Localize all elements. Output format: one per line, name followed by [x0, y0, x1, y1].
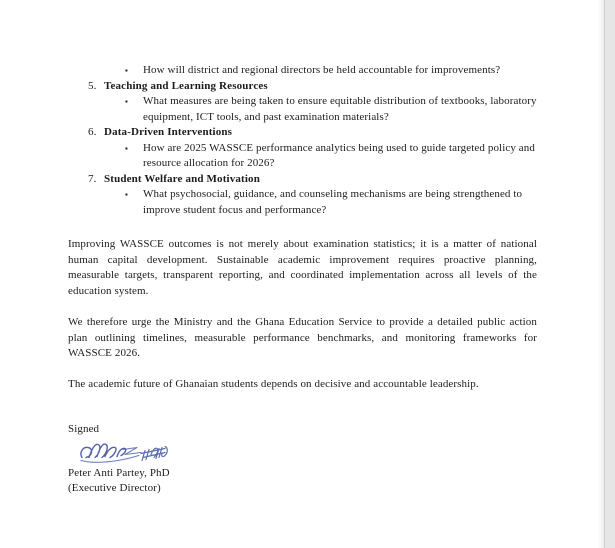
scrollbar-track[interactable]: [604, 0, 615, 548]
list-item-heading: Teaching and Learning Resources: [104, 79, 268, 92]
list-item: [88, 125, 537, 141]
list-subitem-text: What psychosocial, guidance, and counseling mechanisms are being strengthened to improve student focus and performance?: [143, 188, 523, 216]
signatory-name: Peter Anti Partey, PhD: [68, 466, 170, 479]
letter-body: [68, 63, 537, 497]
square-bullet-icon: ▪: [125, 66, 128, 75]
list-item-heading: Student Welfare and Motivation: [104, 172, 260, 185]
paragraph: Improving WASSCE outcomes is not merely about examination statistics; it is a matter of national human capital development. Sustainable academic improvement requires proactive planning, measurable targets, transparent reporting, and coordinated implementation across all levels of the education system.: [68, 238, 537, 297]
paragraph: The academic future of Ghanaian students depends on decisive and accountable leadership.: [68, 377, 479, 390]
list-item-number: 5.: [88, 79, 97, 92]
list-subitem-text: What measures are being taken to ensure equitable distribution of textbooks, laboratory equipment, ICT tools, and past examination materials?: [143, 95, 537, 123]
signed-label: Signed: [68, 423, 100, 435]
signature-stroke: [141, 446, 167, 460]
list-subitem: [125, 141, 537, 172]
list-item-number: 6.: [88, 126, 97, 138]
list-item: [88, 79, 537, 95]
square-bullet-icon: ▪: [125, 190, 128, 199]
list-subitem: [125, 94, 537, 125]
list-subitem: [125, 187, 537, 218]
square-bullet-icon: ▪: [125, 97, 128, 106]
list-subitem-text: How are 2025 WASSCE performance analytics being used to guide targeted policy and resource allocation for 2026?: [143, 141, 535, 169]
list-item: [88, 172, 537, 188]
signatory-title: (Executive Director): [68, 482, 161, 494]
signature-image: [79, 440, 183, 466]
signature-stroke: [81, 444, 126, 457]
paragraph: We therefore urge the Ministry and the Ghana Education Service to provide a detailed public action plan outlining timelines, measurable performance benchmarks, and monitoring frameworks for WASSCE 2026.: [68, 316, 537, 359]
list-item-number: 7.: [88, 172, 97, 185]
list-item-heading: Data-Driven Interventions: [104, 126, 233, 138]
list-subitem: [125, 63, 537, 79]
square-bullet-icon: ▪: [125, 143, 128, 153]
list-subitem-text: How will district and regional directors be held accountable for improvements?: [143, 64, 501, 76]
